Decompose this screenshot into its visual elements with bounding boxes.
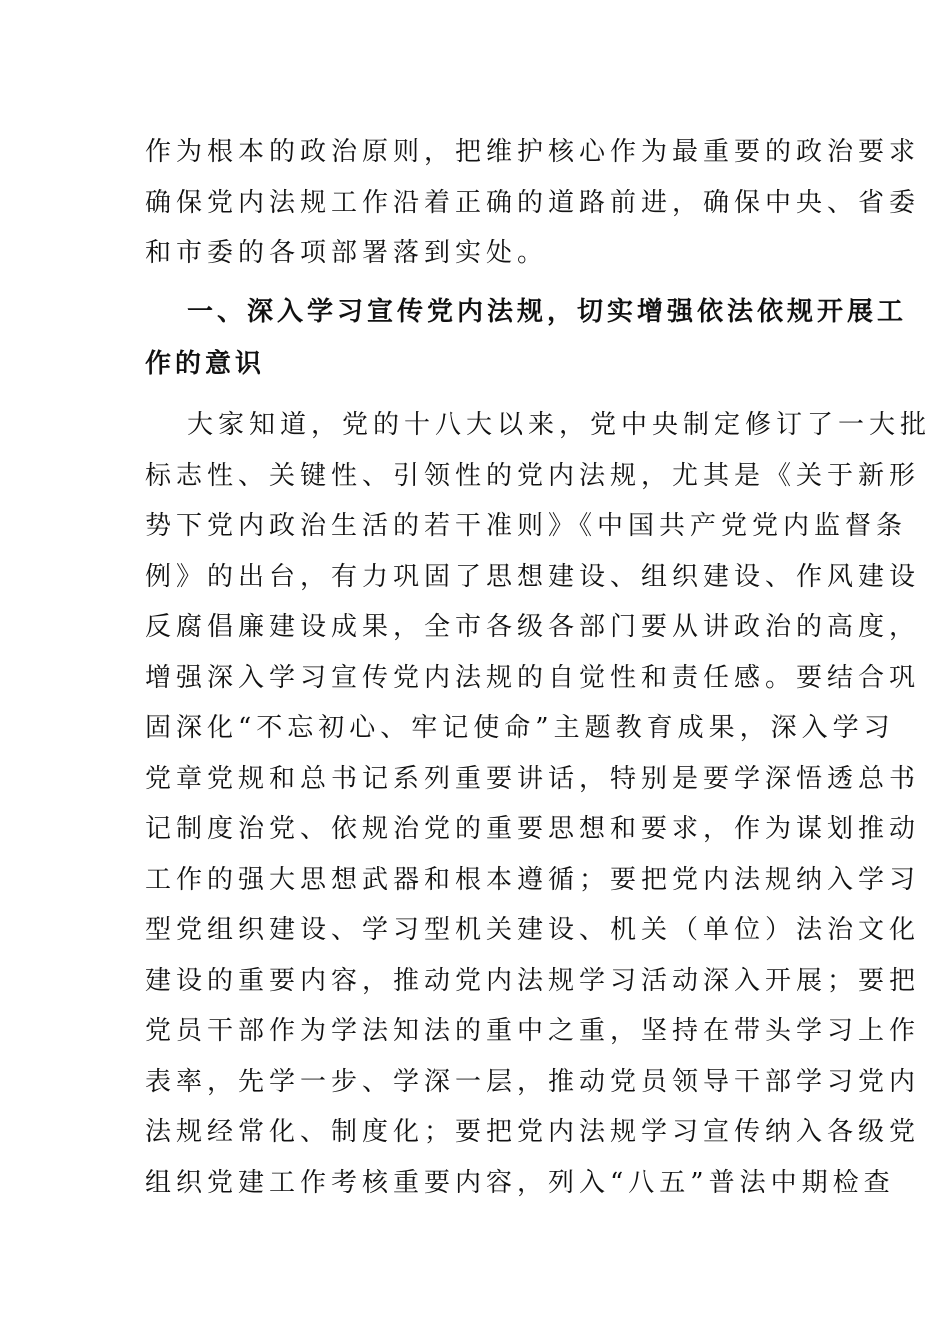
paragraph-line: 法规经常化、制度化；要把党内法规学习宣传纳入各级党 xyxy=(145,1117,921,1147)
heading-line: 作的意识 xyxy=(145,349,266,379)
paragraph-line: 党章党规和总书记系列重要讲话，特别是要学深悟透总书 xyxy=(145,763,921,794)
paragraph-line: 作为根本的政治原则，把维护核心作为最重要的政治要求 xyxy=(145,137,921,167)
paragraph-line: 建设的重要内容，推动党内法规学习活动深入开展；要把 xyxy=(145,965,921,996)
paragraph-line: 表率，先学一步、学深一层，推动党员领导干部学习党内 xyxy=(145,1066,921,1097)
paragraph-line: 例》的出台，有力巩固了思想建设、组织建设、作风建设 xyxy=(145,561,921,592)
paragraph-line: 记制度治党、依规治党的重要思想和要求，作为谋划推动 xyxy=(145,814,921,844)
paragraph-line: 反腐倡廉建设成果，全市各级各部门要从讲政治的高度， xyxy=(145,612,921,642)
paragraph-line: 和市委的各项部署落到实处。 xyxy=(145,238,549,268)
paragraph-line: 标志性、关键性、引领性的党内法规，尤其是《关于新形 xyxy=(145,460,921,491)
paragraph-line: 工作的强大思想武器和根本遵循；要把党内法规纳入学习 xyxy=(145,864,921,895)
paragraph-line: 型党组织建设、学习型机关建设、机关（单位）法治文化 xyxy=(145,915,921,945)
paragraph-line: 势下党内政治生活的若干准则》《中国共产党党内监督条 xyxy=(145,511,908,541)
heading-line: 一、深入学习宣传党内法规，切实增强依法依规开展工 xyxy=(187,297,908,327)
paragraph-line: 大家知道，党的十八大以来，党中央制定修订了一大批 xyxy=(187,410,932,440)
paragraph-line: 组织党建工作考核重要内容，列入“八五”普法中期检查 xyxy=(145,1167,895,1198)
paragraph-line: 确保党内法规工作沿着正确的道路前进，确保中央、省委 xyxy=(145,187,921,218)
section-heading xyxy=(145,286,908,390)
paragraph-line: 增强深入学习宣传党内法规的自觉性和责任感。要结合巩 xyxy=(145,662,921,693)
paragraph-line: 党员干部作为学法知法的重中之重，坚持在带头学习上作 xyxy=(145,1016,921,1046)
paragraph-line: 固深化“不忘初心、牢记使命”主题教育成果，深入学习 xyxy=(145,713,895,743)
intro-paragraph xyxy=(145,127,921,279)
body-paragraph xyxy=(145,400,932,1208)
